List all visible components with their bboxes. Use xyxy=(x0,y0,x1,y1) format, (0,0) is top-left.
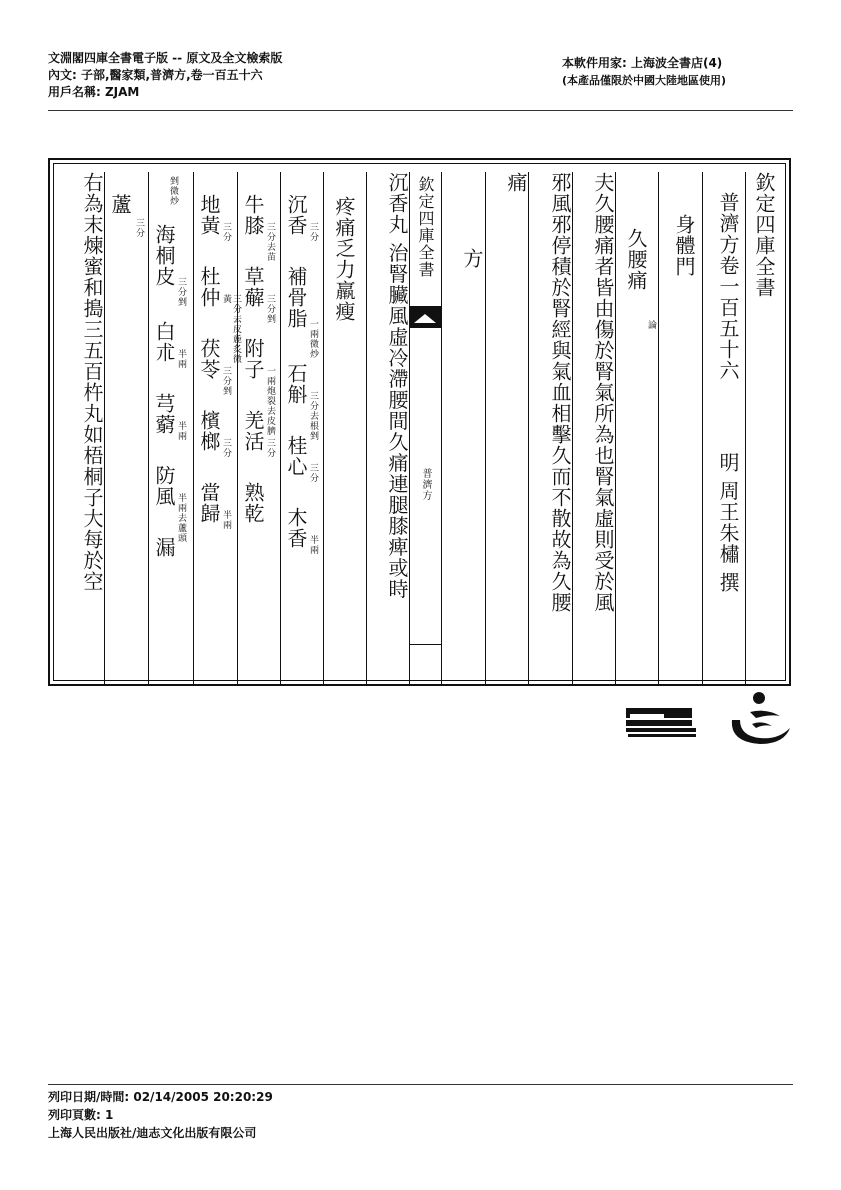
volume-author: 明 周王朱橚 撰 xyxy=(716,452,740,593)
header-content-path: 內文: 子部,醫家類,普濟方,卷一百五十六 xyxy=(48,68,263,82)
ingredient-note: 半兩 xyxy=(221,510,231,530)
center-book-name: 普濟方 xyxy=(420,468,431,501)
ingredient-name: 海桐皮 xyxy=(152,224,176,287)
ingredient-note: 三分去根剉 xyxy=(308,391,318,441)
ingredient-note: 一兩微炒 xyxy=(308,319,318,359)
ingredient-note: 三分 xyxy=(308,222,318,242)
ingredient-name: 當歸 xyxy=(197,482,221,524)
print-datetime: 列印日期/時間: 02/14/2005 20:20:29 xyxy=(48,1090,273,1104)
scanned-page xyxy=(48,158,791,686)
ingredient-name: 漏 xyxy=(152,537,176,558)
formula-heading: 方 xyxy=(460,248,484,269)
ingredient-note: 三分去苗 xyxy=(265,222,275,262)
preparation-instructions: 右為末煉蜜和搗三五百杵丸如梧桐子大每於空 xyxy=(80,172,104,592)
indication-text: 疼痛乏力羸瘦 xyxy=(332,196,356,322)
ingredient-name: 杜仲 xyxy=(197,266,221,308)
ingredients-column-3 xyxy=(193,172,241,684)
publisher-logo-icon xyxy=(726,690,796,752)
column-divider xyxy=(441,172,442,684)
volume-title-column xyxy=(709,172,745,684)
ingredient-note: 三分剉 xyxy=(176,277,186,307)
center-rule xyxy=(409,644,441,645)
ingredients-column-1 xyxy=(280,172,323,684)
ingredients-column-5 xyxy=(104,172,148,684)
category-column xyxy=(665,172,702,684)
footer-info xyxy=(48,1088,273,1142)
ingredient-note: 半兩 xyxy=(176,421,186,441)
header-licensee: 本軟件用家: 上海波全書店(4) xyxy=(562,56,723,70)
ingredient-note: 三分 xyxy=(221,222,231,242)
category-label: 身體門 xyxy=(672,214,696,277)
column-divider xyxy=(615,172,616,684)
header-divider xyxy=(48,110,793,111)
ingredient-name: 蘆 xyxy=(108,194,132,215)
ingredient-note: 半兩 xyxy=(176,349,186,369)
print-page-count: 列印頁數: 1 xyxy=(48,1108,114,1122)
formula-heading-column xyxy=(448,172,485,684)
header-username: 用戶名稱: ZJAM xyxy=(48,85,140,99)
treatise-line-2: 邪風邪停積於腎經與氣血相擊久而不散故為久腰 xyxy=(548,172,572,613)
ingredient-name: 地黃 xyxy=(197,194,221,236)
ingredient-note: 三分 xyxy=(221,438,231,458)
ingredient-name: 茯苓 xyxy=(197,338,221,380)
treatise-line-3: 痛 xyxy=(504,172,528,193)
treatise-line-1: 夫久腰痛者皆由傷於腎氣所為也腎氣虛則受於風 xyxy=(591,172,615,613)
ingredient-name: 羌活 xyxy=(241,410,265,452)
book-title-column: 欽定四庫全書 xyxy=(752,172,776,298)
ingredient-name: 木香 xyxy=(284,507,308,549)
indication-column xyxy=(323,172,366,684)
ingredient-name: 防風 xyxy=(152,465,176,507)
ingredient-name: 熟乾 xyxy=(241,482,265,524)
column-divider xyxy=(658,172,659,684)
ingredient-name: 桂心 xyxy=(284,435,308,477)
ingredient-note: 半兩去蘆頭 xyxy=(176,493,186,543)
column-divider xyxy=(702,172,703,684)
section-heading-column xyxy=(622,172,658,684)
column-divider xyxy=(572,172,573,684)
ingredient-note: 三分 xyxy=(134,218,144,238)
header-info xyxy=(48,50,282,101)
fish-tail-mark xyxy=(409,306,441,328)
ingredient-note: 半兩 xyxy=(308,535,318,555)
header-restriction: (本產品僅限於中國大陸地區使用) xyxy=(562,74,727,87)
column-divider xyxy=(485,172,486,684)
footer-divider xyxy=(48,1084,793,1085)
ingredient-name: 牛膝 xyxy=(241,194,265,236)
ingredient-name: 沉香 xyxy=(284,194,308,236)
formula-title-line: 沉香丸 治腎臟風虛冷滯腰間久痛連腿膝痺或時 xyxy=(385,172,409,600)
volume-title: 普濟方卷一百五十六 xyxy=(716,192,740,381)
column-divider xyxy=(745,172,746,684)
section-heading: 久腰痛 xyxy=(624,228,648,291)
ingredient-name: 芎藭 xyxy=(152,393,176,435)
header-edition: 文淵閣四庫全書電子版 -- 原文及全文檢索版 xyxy=(48,51,283,65)
ingredient-note: 三分 xyxy=(265,438,275,458)
ingredient-name: 草薢 xyxy=(241,266,265,308)
ingredient-name: 石斛 xyxy=(284,363,308,405)
ingredient-note: 三分去皮麁炙微黃 xyxy=(221,294,241,364)
ingredient-name: 補骨脂 xyxy=(284,266,308,329)
center-fold-column xyxy=(409,172,441,684)
page-frame xyxy=(53,163,786,681)
ingredients-column-4 xyxy=(148,172,193,684)
ingredient-note: 一兩炮裂去皮臍 xyxy=(265,366,275,436)
ingredients-column-2 xyxy=(237,172,280,684)
ingredient-name: 白朮 xyxy=(152,321,176,363)
ingredient-note: 三分 xyxy=(308,463,318,483)
ingredient-name: 附子 xyxy=(241,338,265,380)
column-divider xyxy=(528,172,529,684)
ingredient-name: 檳榔 xyxy=(197,410,221,452)
ingredient-note: 三分剉 xyxy=(221,366,231,396)
section-heading-note: 論 xyxy=(646,320,656,330)
header-license xyxy=(562,55,726,89)
ingredient-note: 三分剉 xyxy=(265,294,275,324)
publisher: 上海人民出版社/迪志文化出版有限公司 xyxy=(48,1126,257,1140)
ingredient-note: 剉微炒 xyxy=(168,176,178,206)
book-logo-icon xyxy=(624,690,698,742)
center-book-title: 欽定四庫全書 xyxy=(416,176,435,278)
